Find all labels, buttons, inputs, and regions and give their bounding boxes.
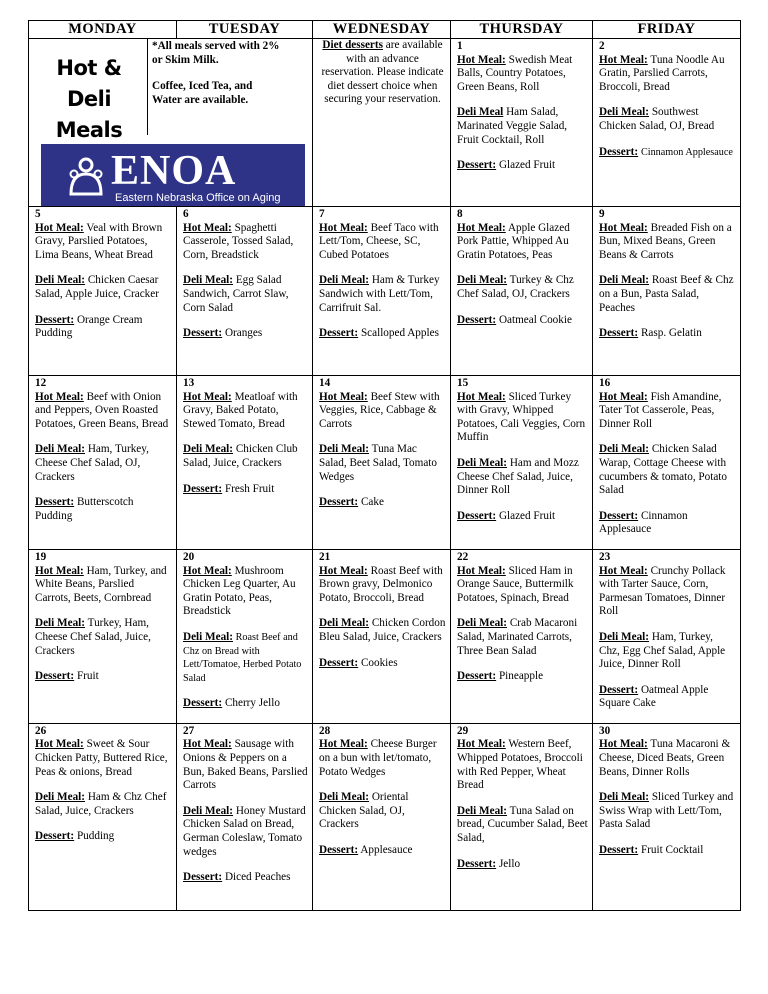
day-cell-7 — [313, 207, 451, 376]
deli-meal-label: Deli Meal: — [319, 274, 370, 287]
deli-meal-label: Deli Meal: — [599, 274, 650, 287]
deli-meal-label: Deli Meal: — [319, 791, 370, 804]
hot-meal-text: Mushroom Chicken Leg Quarter, Au Gratin Potato, Peas, Breadstick — [183, 564, 296, 618]
hot-meal-text: Veal with Brown Gravy, Parslied Potatoes, Lima Beans, Wheat Bread — [35, 221, 163, 261]
dessert-label: Dessert: — [457, 857, 497, 870]
header-thursday: THURSDAY — [451, 21, 593, 39]
logo-subtitle: Eastern Nebraska Office on Aging — [115, 192, 281, 204]
dessert-label: Dessert: — [319, 496, 359, 509]
day-number: 20 — [183, 550, 195, 563]
hot-meal-text: Sweet & Sour Chicken Patty, Buttered Rice, Peas & onions, Bread — [35, 738, 168, 778]
dessert-label: Dessert: — [599, 509, 639, 522]
dessert-text: Cherry Jello — [224, 697, 280, 710]
day-cell-30 — [593, 723, 741, 910]
deli-meal-label: Deli Meal: — [457, 804, 508, 817]
deli-meal-text: Roast Beef and Chz on Bread with Lett/Tomatoe, Herbed Potato Salad — [183, 631, 302, 684]
day-cell-15 — [451, 376, 593, 550]
hot-meal-text: Spaghetti Casserole, Tossed Salad, Corn, Breadstick — [183, 221, 294, 261]
day-cell-6 — [177, 207, 313, 376]
dessert-label: Dessert: — [319, 844, 359, 857]
day-number: 8 — [457, 208, 463, 220]
hot-meal-text: Fish Amandine, Tater Tot Casserole, Peas, Dinner Roll — [599, 390, 722, 430]
day-cell-29 — [451, 723, 593, 910]
dessert-text: Rasp. Gelatin — [640, 327, 702, 340]
deli-meal-text: Chicken Cordon Bleu Salad, Juice, Crackers — [319, 617, 446, 643]
deli-meal-label: Deli Meal: — [599, 106, 650, 119]
dessert-text: Scalloped Apples — [360, 327, 439, 340]
title-divider — [147, 39, 148, 135]
header-friday: FRIDAY — [593, 21, 741, 39]
dessert-label: Dessert: — [183, 697, 223, 710]
hot-meal-text: Beef Stew with Veggies, Rice, Cabbage & Carrots — [319, 390, 440, 430]
day-cell-2 — [593, 39, 741, 207]
deli-meal-label: Deli Meal: — [183, 274, 234, 287]
dessert-label: Dessert: — [183, 327, 223, 340]
dessert-text: Cinnamon Applesauce — [640, 146, 733, 158]
hot-meal-label: Hot Meal: — [457, 738, 506, 751]
dessert-text: Applesauce — [360, 844, 413, 857]
deli-meal-text: Crab Macaroni Salad, Marinated Carrots, Three Bean Salad — [457, 617, 578, 657]
day-cell-13 — [177, 376, 313, 550]
day-number: 1 — [457, 40, 463, 52]
header-monday: MONDAY — [29, 21, 177, 39]
hot-meal-text: Beef Taco with Lett/Tom, Cheese, SC, Cubed Potatoes — [319, 221, 439, 261]
deli-meal-label: Deli Meal: — [599, 791, 650, 804]
deli-meal-text: Sliced Turkey and Swiss Wrap with Lett/Tom, Pasta Salad — [599, 791, 734, 831]
day-number: 6 — [183, 208, 189, 220]
beverage-note: Coffee, Iced Tea, and Water are available. — [152, 80, 253, 106]
header-tuesday: TUESDAY — [177, 21, 313, 39]
dessert-text: Cake — [360, 496, 384, 509]
deli-meal-label: Deli Meal: — [183, 804, 234, 817]
deli-meal-label: Deli Meal: — [457, 456, 508, 469]
deli-meal-text: Southwest Chicken Salad, OJ, Bread — [599, 106, 715, 132]
deli-meal-text: Ham & Chz Chef Salad, Juice, Crackers — [35, 791, 167, 817]
deli-meal-label: Deli Meal: — [599, 630, 650, 643]
dessert-label: Dessert: — [35, 670, 75, 683]
week-5-row — [29, 723, 741, 910]
milk-note: *All meals served with 2% or Skim Milk. — [152, 40, 280, 66]
dessert-text: Fruit — [76, 670, 99, 683]
deli-meal-label: Deli Meal: — [35, 274, 86, 287]
hot-meal-text: Swedish Meat Balls, Country Potatoes, Green Beans, Roll — [457, 53, 573, 93]
hot-meal-text: Crunchy Pollack with Tarter Sauce, Corn, Parmesan Tomatoes, Dinner Roll — [599, 564, 726, 618]
hot-meal-text: Meatloaf with Gravy, Baked Potato, Stewed Tomato, Bread — [183, 390, 298, 430]
day-cell-20 — [177, 549, 313, 723]
day-number: 30 — [599, 724, 611, 737]
week-4-row — [29, 549, 741, 723]
deli-meal-text: Ham, Turkey, Cheese Chef Salad, OJ, Crackers — [35, 443, 149, 483]
people-group-icon — [67, 154, 105, 198]
deli-meal-text: Oriental Chicken Salad, OJ, Crackers — [319, 791, 409, 831]
week-1-row — [29, 39, 741, 207]
hot-meal-text: Cheese Burger on a bun with let/tomato, Potato Wedges — [319, 738, 437, 778]
dessert-label: Dessert: — [599, 145, 639, 158]
day-number: 13 — [183, 377, 195, 389]
dessert-text: Pudding — [76, 830, 115, 843]
deli-meal-text: Turkey, Ham, Cheese Chef Salad, Juice, Crackers — [35, 617, 151, 657]
dessert-text: Fruit Cocktail — [640, 844, 704, 857]
deli-meal-text: Chicken Salad Warap, Cottage Cheese with cucumbers & tomato, Potato Salad — [599, 443, 728, 497]
hot-meal-label: Hot Meal: — [35, 221, 84, 234]
hot-meal-label: Hot Meal: — [457, 564, 506, 577]
hot-meal-text: Sliced Turkey with Gravy, Whipped Potatoes, Cali Veggies, Corn Muffin — [457, 390, 586, 444]
header-wednesday: WEDNESDAY — [313, 21, 451, 39]
day-number: 5 — [35, 208, 41, 220]
week-2-row — [29, 207, 741, 376]
hot-meal-text: Sausage with Onions & Peppers on a Bun, Baked Beans, Parslied Carrots — [183, 738, 308, 792]
dessert-text: Pineapple — [498, 670, 544, 683]
dessert-label: Dessert: — [457, 509, 497, 522]
deli-meal-label: Deli Meal: — [183, 443, 234, 456]
dessert-label: Dessert: — [319, 327, 359, 340]
day-cell-16 — [593, 376, 741, 550]
day-cell-8 — [451, 207, 593, 376]
deli-meal-label: Deli Meal: — [457, 274, 508, 287]
hot-meal-label: Hot Meal: — [35, 738, 84, 751]
day-number: 9 — [599, 208, 605, 220]
hot-meal-text: Tuna Noodle Au Gratin, Parslied Carrots, Broccoli, Bread — [599, 53, 725, 93]
deli-meal-text: Tuna Mac Salad, Beet Salad, Tomato Wedges — [319, 443, 438, 483]
day-cell-21 — [313, 549, 451, 723]
day-cell-27 — [177, 723, 313, 910]
hot-meal-label: Hot Meal: — [457, 221, 506, 234]
dessert-label: Dessert: — [599, 844, 639, 857]
title-notes-cell — [29, 39, 313, 207]
dessert-text: Diced Peaches — [224, 871, 291, 884]
deli-meal-label: Deli Meal: — [319, 443, 370, 456]
hot-meal-label: Hot Meal: — [183, 390, 232, 403]
deli-meal-text: Chicken Club Salad, Juice, Crackers — [183, 443, 298, 469]
hot-meal-text: Western Beef, Whipped Potatoes, Broccoli with Red Pepper, Wheat Bread — [457, 738, 583, 792]
dessert-text: Fresh Fruit — [224, 482, 275, 495]
day-number: 7 — [319, 208, 325, 220]
day-number: 19 — [35, 550, 47, 563]
diet-dessert-note-cell — [313, 39, 451, 207]
weekday-header-row — [29, 21, 741, 39]
day-number: 16 — [599, 377, 611, 389]
deli-meal-label: Deli Meal: — [183, 630, 234, 643]
dessert-text: Orange Cream Pudding — [35, 313, 143, 340]
hot-meal-text: Apple Glazed Pork Pattie, Whipped Au Gratin Potatoes, Peas — [457, 221, 570, 261]
week-3-row — [29, 376, 741, 550]
day-cell-14 — [313, 376, 451, 550]
hot-meal-label: Hot Meal: — [319, 738, 368, 751]
hot-meal-label: Hot Meal: — [599, 53, 648, 66]
hot-meal-label: Hot Meal: — [35, 390, 84, 403]
dessert-text: Oatmeal Apple Square Cake — [599, 683, 709, 710]
deli-meal-label: Deli Meal: — [599, 443, 650, 456]
hot-meal-text: Sliced Ham in Orange Sauce, Buttermilk Potatoes, Spinach, Bread — [457, 564, 574, 604]
day-number: 15 — [457, 377, 469, 389]
dessert-text: Glazed Fruit — [498, 509, 556, 522]
dessert-text: Cookies — [360, 656, 398, 669]
deli-meal-text: Chicken Caesar Salad, Apple Juice, Cracker — [35, 274, 159, 300]
deli-meal-text: Roast Beef & Chz on a Bun, Pasta Salad, Peaches — [599, 274, 734, 314]
logo-wordmark: ENOA — [111, 148, 237, 194]
day-cell-26 — [29, 723, 177, 910]
menu-calendar — [28, 20, 741, 911]
day-number: 28 — [319, 724, 331, 737]
dessert-label: Dessert: — [183, 871, 223, 884]
hot-meal-label: Hot Meal: — [319, 221, 368, 234]
hot-meal-text: Ham, Turkey, and White Beans, Parslied Carrots, Beets, Cornbread — [35, 564, 167, 604]
hot-meal-label: Hot Meal: — [319, 564, 368, 577]
hot-meal-label: Hot Meal: — [183, 738, 232, 751]
day-number: 29 — [457, 724, 469, 737]
dessert-label: Dessert: — [319, 656, 359, 669]
hot-meal-label: Hot Meal: — [599, 221, 648, 234]
day-number: 23 — [599, 550, 611, 563]
day-cell-9 — [593, 207, 741, 376]
diet-desserts-text: are available with an advance reservation. Please indicate diet dessert choice when securing your reservation. — [321, 39, 444, 106]
day-cell-22 — [451, 549, 593, 723]
hot-meal-label: Hot Meal: — [35, 564, 84, 577]
hot-meal-label: Hot Meal: — [319, 390, 368, 403]
deli-meal-text: Ham and Mozz Cheese Chef Salad, Juice, Dinner Roll — [457, 456, 579, 497]
deli-meal-label: Deli Meal: — [35, 791, 86, 804]
day-cell-23 — [593, 549, 741, 723]
day-number: 22 — [457, 550, 469, 563]
dessert-text: Oranges — [224, 327, 263, 340]
dessert-label: Dessert: — [457, 159, 497, 172]
dessert-text: Oatmeal Cookie — [498, 313, 572, 326]
deli-meal-label: Deli Meal: — [35, 443, 86, 456]
hot-meal-text: Tuna Macaroni & Cheese, Diced Beats, Green Beans, Dinner Rolls — [599, 738, 731, 778]
day-number: 27 — [183, 724, 195, 737]
dessert-label: Dessert: — [599, 683, 639, 696]
hot-meal-label: Hot Meal: — [599, 738, 648, 751]
deli-meal-label: Deli Meal: — [35, 617, 86, 630]
dessert-label: Dessert: — [35, 830, 75, 843]
dessert-text: Jello — [498, 857, 521, 870]
deli-meal-text: Ham & Turkey Sandwich with Lett/Tom, Carrifruit Sal. — [319, 274, 440, 314]
hot-meal-label: Hot Meal: — [183, 564, 232, 577]
dessert-label: Dessert: — [35, 496, 75, 509]
day-cell-1 — [451, 39, 593, 207]
day-number: 26 — [35, 724, 47, 737]
page-title: Hot & Deli Meals — [55, 56, 123, 142]
dessert-label: Dessert: — [35, 313, 75, 326]
dessert-label: Dessert: — [457, 670, 497, 683]
dessert-label: Dessert: — [599, 327, 639, 340]
deli-meal-text: Egg Salad Sandwich, Carrot Slaw, Corn Salad — [183, 274, 289, 314]
enoa-logo — [41, 144, 305, 207]
hot-meal-label: Hot Meal: — [183, 221, 232, 234]
dessert-text: Butterscotch Pudding — [35, 496, 134, 522]
hot-meal-label: Hot Meal: — [599, 390, 648, 403]
day-number: 12 — [35, 377, 47, 389]
deli-meal-label: Deli Meal: — [319, 617, 370, 630]
day-cell-19 — [29, 549, 177, 723]
day-cell-28 — [313, 723, 451, 910]
deli-meal-text: Ham Salad, Marinated Veggie Salad, Fruit Cocktail, Roll — [457, 106, 568, 146]
day-cell-5 — [29, 207, 177, 376]
day-number: 21 — [319, 550, 331, 563]
dessert-label: Dessert: — [457, 313, 497, 326]
diet-desserts-label: Diet desserts — [322, 39, 383, 51]
day-number: 2 — [599, 40, 605, 52]
dessert-text: Cinnamon Applesauce — [599, 509, 688, 536]
deli-meal-label: Deli Meal — [457, 106, 504, 119]
deli-meal-label: Deli Meal: — [457, 617, 508, 630]
day-cell-12 — [29, 376, 177, 550]
deli-meal-text: Ham, Turkey, Chz, Egg Chef Salad, Apple Juice, Dinner Roll — [599, 630, 726, 671]
hot-meal-text: Roast Beef with Brown gravy, Delmonico Potato, Broccoli, Bread — [319, 564, 443, 604]
hot-meal-label: Hot Meal: — [457, 390, 506, 403]
hot-meal-text: Breaded Fish on a Bun, Mixed Beans, Green Beans & Carrots — [599, 221, 732, 261]
deli-meal-text: Honey Mustard Chicken Salad on Bread, German Coleslaw, Tomato wedges — [183, 804, 306, 858]
day-number: 14 — [319, 377, 331, 389]
hot-meal-text: Beef with Onion and Peppers, Oven Roasted Potatoes, Green Beans, Bread — [35, 390, 169, 430]
dessert-label: Dessert: — [183, 482, 223, 495]
deli-meal-text: Tuna Salad on bread, Cucumber Salad, Beet Salad, — [457, 804, 588, 845]
dessert-text: Glazed Fruit — [498, 159, 556, 172]
hot-meal-label: Hot Meal: — [599, 564, 648, 577]
deli-meal-text: Turkey & Chz Chef Salad, OJ, Crackers — [457, 274, 574, 300]
hot-meal-label: Hot Meal: — [457, 53, 506, 66]
